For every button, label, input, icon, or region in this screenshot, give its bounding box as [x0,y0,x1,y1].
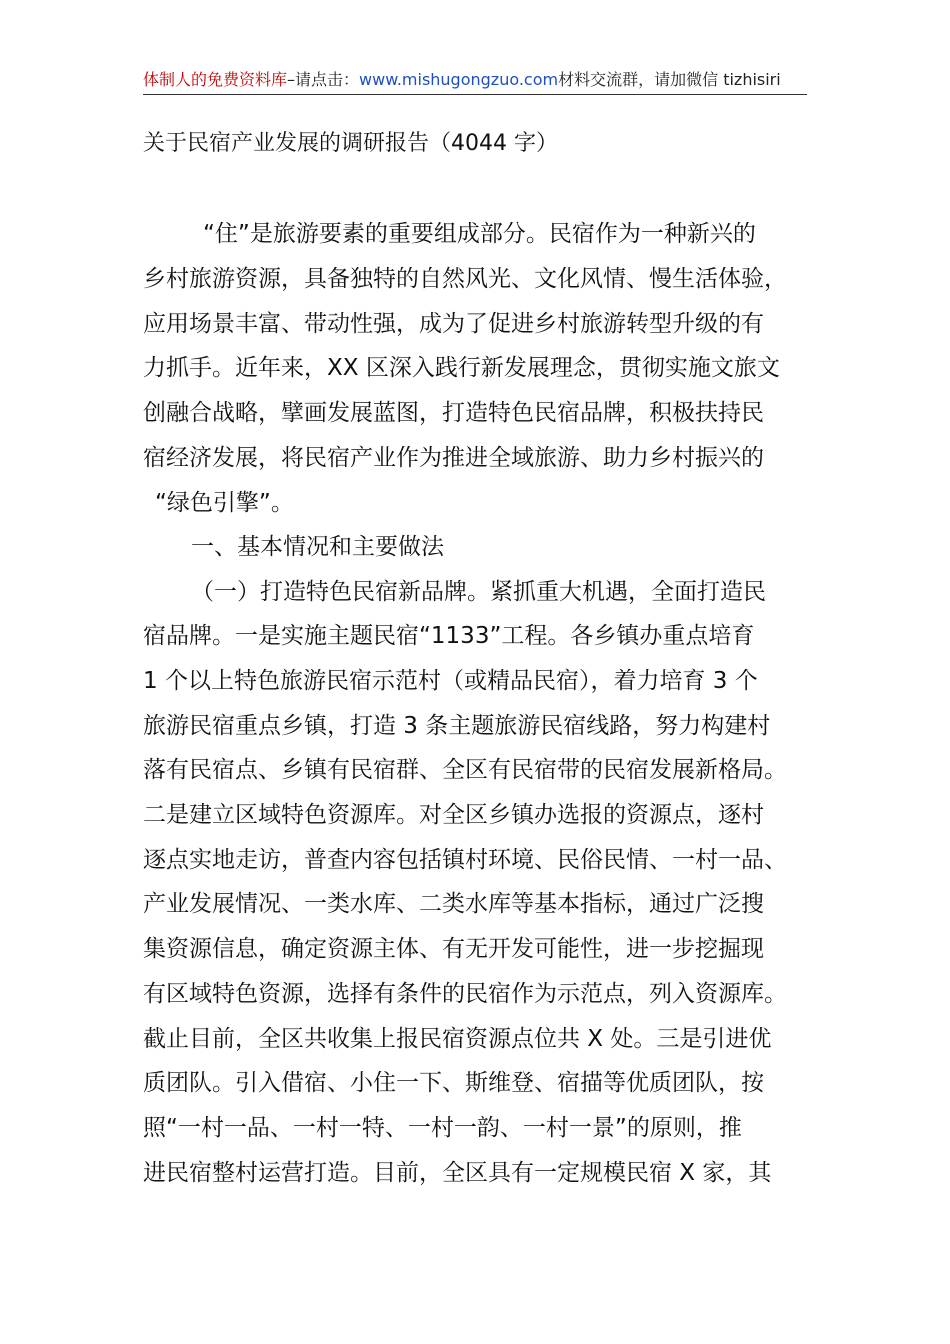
document-title: 关于民宿产业发展的调研报告（4044 字） [143,131,558,156]
text-line: 有区域特色资源，选择有条件的民宿作为示范点，列入资源库。 [143,981,787,1007]
section-heading: 一、基本情况和主要做法 [191,534,444,560]
text-line: 宿经济发展，将民宿产业作为推进全域旅游、助力乡村振兴的 [143,445,764,471]
text-line: 创融合战略，擘画发展蓝图，打造特色民宿品牌，积极扶持民 [143,400,764,426]
text-line: 进民宿整村运营打造。目前，全区具有一定规模民宿 X 家，其 [143,1160,772,1186]
header-contact: 材料交流群，请加微信 tizhisiri [558,70,781,89]
text-line: 截止目前，全区共收集上报民宿资源点位共 X 处。三是引进优 [143,1026,772,1052]
text-line: 二是建立区域特色资源库。对全区乡镇办选报的资源点，逐村 [143,802,764,828]
text-line: “住”是旅游要素的重要组成部分。民宿作为一种新兴的 [203,221,756,247]
header-brand: 体制人的免费资料库 [143,70,288,89]
header-prompt: –请点击： [287,70,360,89]
text-line: 逐点实地走访，普查内容包括镇村环境、民俗民情、一村一品、 [143,847,787,873]
text-line: 质团队。引入借宿、小住一下、斯维登、宿描等优质团队，按 [143,1070,764,1096]
text-line: 旅游民宿重点乡镇，打造 3 条主题旅游民宿线路，努力构建村 [143,713,771,739]
text-line: 应用场景丰富、带动性强，成为了促进乡村旅游转型升级的有 [143,311,764,337]
text-line: 产业发展情况、一类水库、二类水库等基本指标，通过广泛搜 [143,891,764,917]
text-line: 落有民宿点、乡镇有民宿群、全区有民宿带的民宿发展新格局。 [143,757,787,783]
text-line: 集资源信息，确定资源主体、有无开发可能性，进一步挖掘现 [143,936,764,962]
text-line: 宿品牌。一是实施主题民宿“1133”工程。各乡镇办重点培育 [143,623,755,649]
text-line: “绿色引擎”。 [155,490,294,516]
text-line: 力抓手。近年来，XX 区深入践行新发展理念，贯彻实施文旅文 [143,355,780,381]
subsection-heading: （一）打造特色民宿新品牌。紧抓重大机遇，全面打造民 [191,579,766,605]
header-url-link[interactable]: www.mishugongzuo.com [359,70,559,89]
text-line: 乡村旅游资源，具备独特的自然风光、文化风情、慢生活体验， [143,266,787,292]
text-line: 1 个以上特色旅游民宿示范村（或精品民宿），着力培育 3 个 [143,668,758,694]
text-line: 照“一村一品、一村一特、一村一韵、一村一景”的原则，推 [143,1115,742,1141]
page-header [143,68,807,95]
